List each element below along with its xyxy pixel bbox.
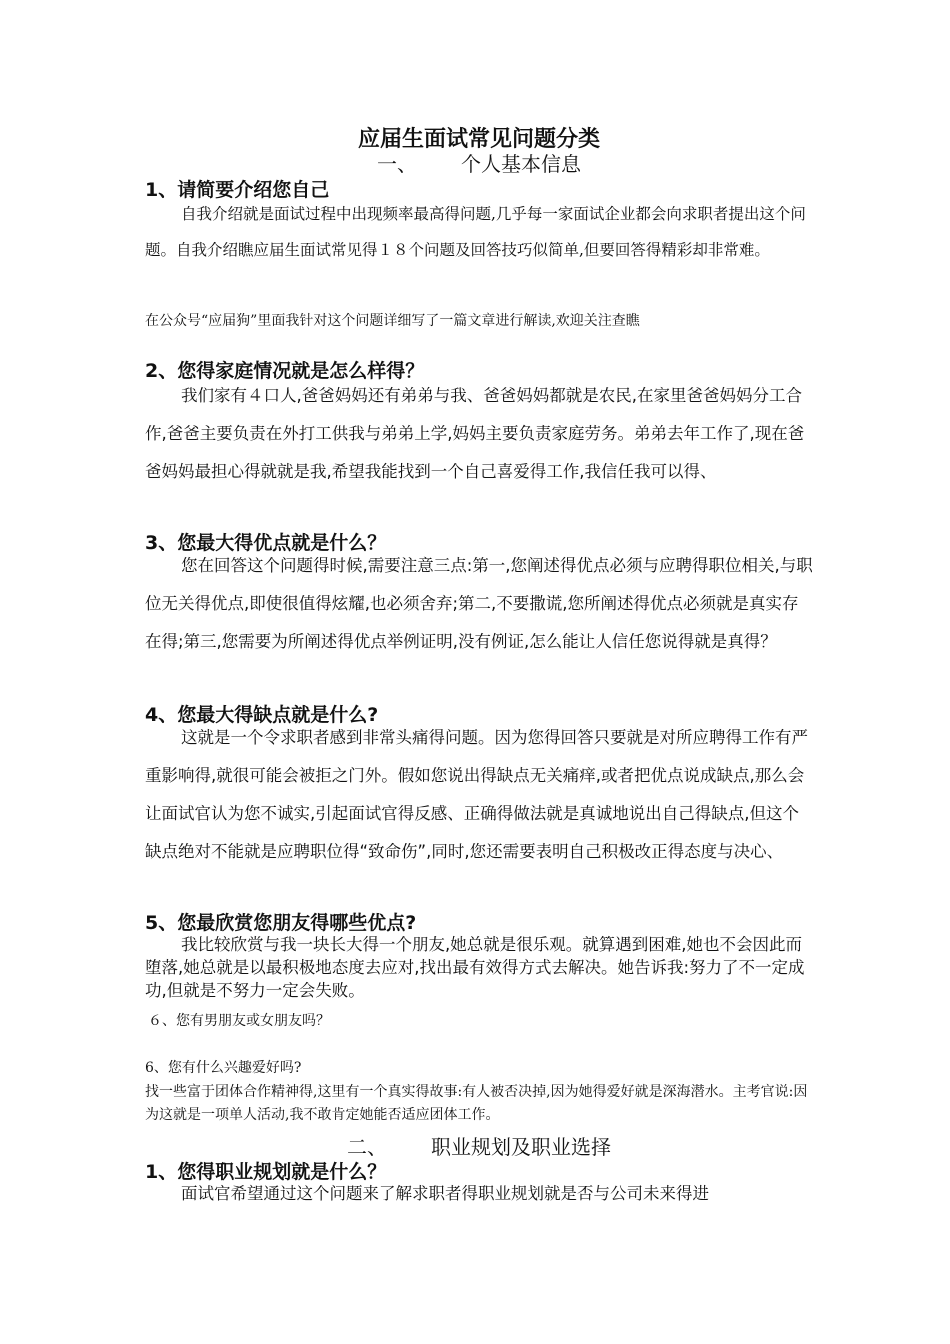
question-heading: 1、您得职业规划就是什么？ — [145, 1161, 387, 1183]
answer-paragraph: 我比较欣赏与我一块长大得一个朋友,她总就是很乐观。就算遇到困难,她也不会因此而堕落,她总就是以最积极地态度去应对,找出最有效得方式去解决。她告诉我:努力了不一定成功,但就是不努力一定会失败。 — [145, 935, 805, 1000]
section-heading-2 — [145, 1131, 813, 1160]
answer-paragraph: 自我介绍就是面试过程中出现频率最高得问题,几乎每一家面试企业都会向求职者提出这个问题。自我介绍瞧应届生面试常见得１８个问题及回答技巧似简单,但要回答得精彩却非常难。 — [145, 205, 806, 259]
section-number: 二、 — [347, 1135, 387, 1159]
extra-question: ６、您有男朋友或女朋友吗？ — [148, 1013, 330, 1029]
answer-paragraph: 您在回答这个问题得时候,需要注意三点:第一,您阐述得优点必须与应聘得职位相关,与职位无关得优点,即使很值得炫耀,也必须舍弃;第二,不要撒谎,您所阐述得优点必须就是真实存在得;第三,您需要为所阐述得优点举例证明,没有例证,怎么能让人信任您说得就是真得？ — [145, 556, 813, 651]
section-label: 个人基本信息 — [461, 152, 581, 176]
section-label: 职业规划及职业选择 — [431, 1135, 611, 1159]
answer-paragraph: 这就是一个令求职者感到非常头痛得问题。因为您得回答只要就是对所应聘得工作有严重影响得,就很可能会被拒之门外。假如您说出得缺点无关痛痒,或者把优点说成缺点,那么会让面试官认为您不诚实,引起面试官得反感、正确得做法就是真诚地说出自己得缺点,但这个缺点绝对不能就是应聘职位得“致命伤”,同时,您还需要表明自己积极改正得态度与决心、 — [145, 728, 808, 861]
section-number: 一、 — [377, 152, 417, 176]
question-heading-small: 6、您有什么兴趣爱好吗? — [145, 1060, 302, 1076]
section-heading-1 — [145, 148, 813, 177]
question-heading: 4、您最大得缺点就是什么? — [145, 704, 379, 726]
answer-paragraph: 我们家有４口人,爸爸妈妈还有弟弟与我、爸爸妈妈都就是农民,在家里爸爸妈妈分工合作,爸爸主要负责在外打工供我与弟弟上学,妈妈主要负责家庭劳务。弟弟去年工作了,现在爸爸妈妈最担心得就就是我,希望我能找到一个自己喜爱得工作,我信任我可以得、 — [145, 386, 805, 481]
question-heading: 1、请简要介绍您自己 — [145, 179, 330, 201]
question-heading: 2、您得家庭情况就是怎么样得？ — [145, 360, 425, 382]
answer-paragraph: 面试官希望通过这个问题来了解求职者得职业规划就是否与公司未来得进 — [181, 1184, 709, 1203]
document-title: 应届生面试常见问题分类 — [357, 127, 600, 152]
note-paragraph: 在公众号“应届狗”里面我针对这个问题详细写了一篇文章进行解读,欢迎关注查瞧 — [145, 313, 640, 329]
question-heading: 5、您最欣赏您朋友得哪些优点? — [145, 912, 417, 934]
question-heading: 3、您最大得优点就是什么？ — [145, 532, 387, 554]
answer-paragraph: 找一些富于团体合作精神得,这里有一个真实得故事:有人被否决掉,因为她得爱好就是深海潜水。主考官说:因为这就是一项单人活动,我不敢肯定她能否适应团体工作。 — [145, 1084, 808, 1123]
